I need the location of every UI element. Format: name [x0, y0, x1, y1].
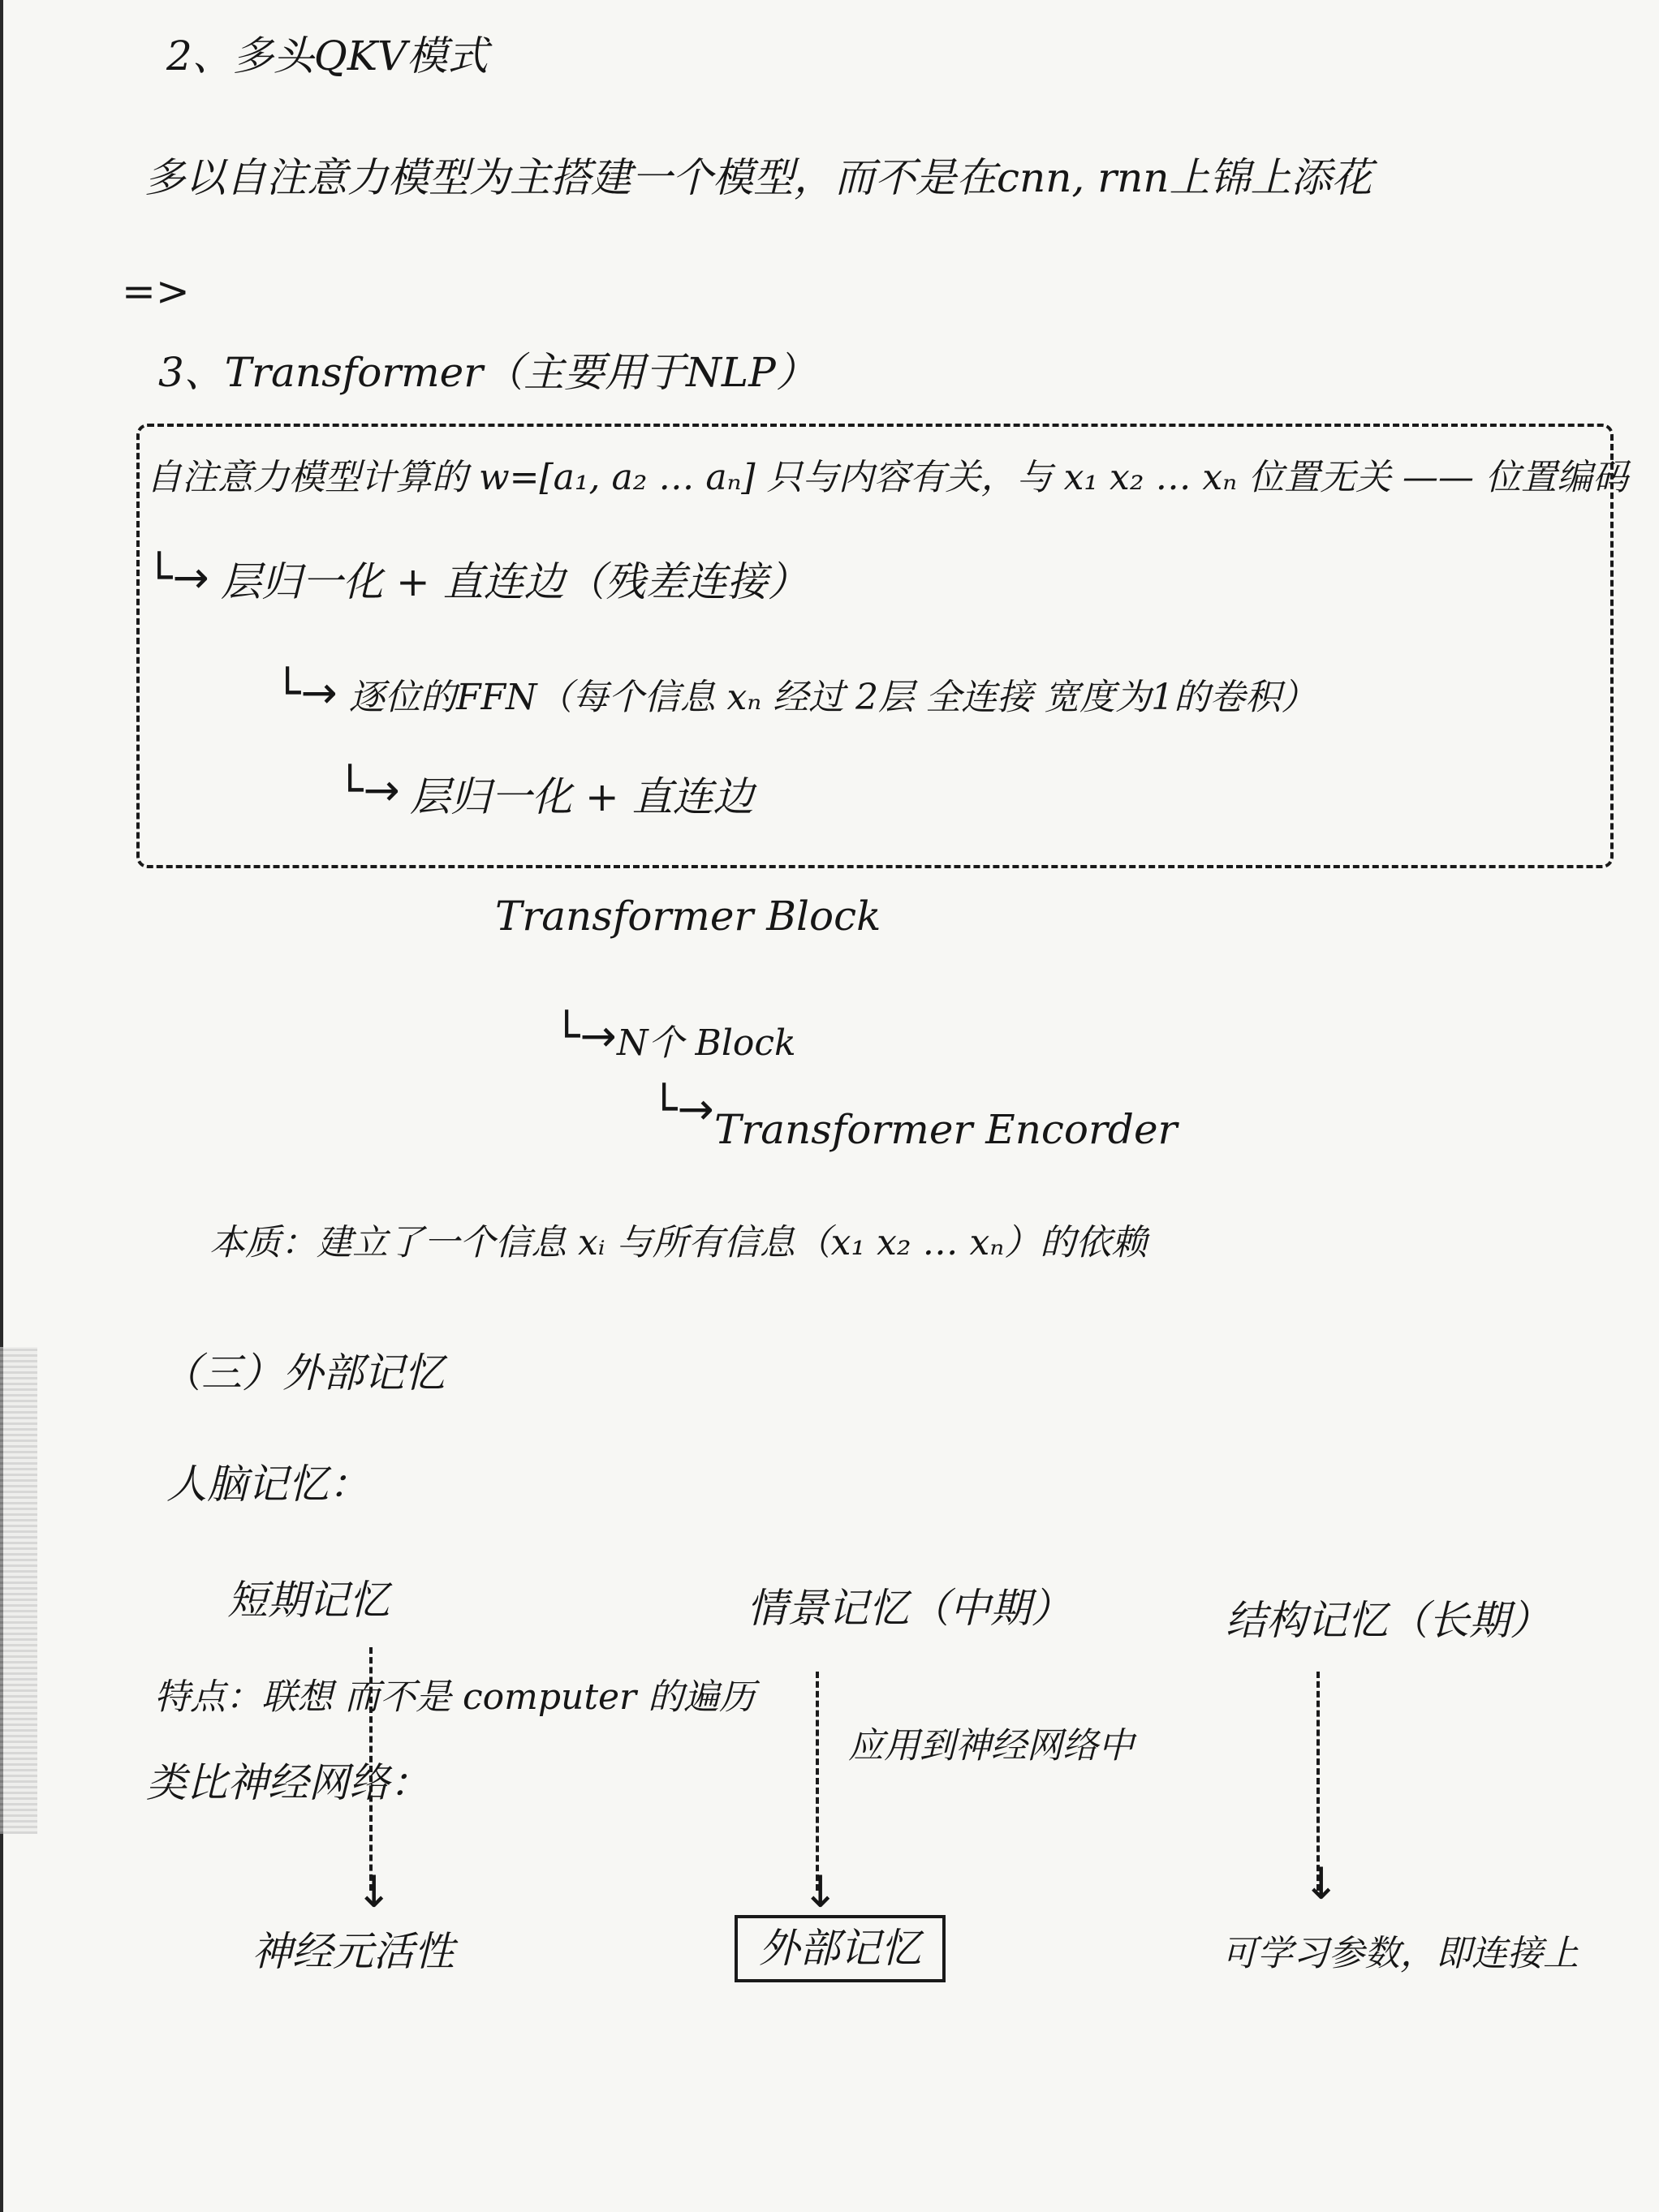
- heading-multihead-qkv: 2、多头QKV模式: [166, 32, 489, 80]
- branch-arrow-icon: └→: [337, 764, 400, 816]
- branch-arrow-icon: └→: [274, 667, 338, 718]
- note-self-attention-model: 多以自注意力模型为主搭建一个模型，而不是在cnn, rnn上锦上添花: [144, 154, 1372, 201]
- transformer-block-label: Transformer Block: [495, 893, 881, 940]
- page-left-edge: [0, 0, 3, 2212]
- human-memory-label: 人脑记忆：: [166, 1461, 369, 1508]
- feature-note: 特点：联想 而不是 computer 的遍历: [154, 1676, 756, 1718]
- n-blocks-label: N个 Block: [617, 1022, 796, 1064]
- down-arrow-icon: ↓: [1303, 1858, 1340, 1909]
- position-independence-note: 自注意力模型计算的 w=[a₁, a₂ … aₙ] 只与内容有关，与 x₁ x₂ … xₙ 位置无关 —— 位置编码: [146, 457, 1629, 498]
- branch-arrow-icon: └→: [146, 552, 209, 603]
- analogy-label: 类比神经网络：: [146, 1759, 430, 1806]
- branch-arrow-icon: └→: [651, 1083, 714, 1134]
- neuron-activity-label: 神经元活性: [252, 1928, 455, 1975]
- heading-external-memory: （三）外部记忆: [161, 1349, 445, 1396]
- essence-note: 本质：建立了一个信息 xᵢ 与所有信息（x₁ x₂ … xₙ）的依赖: [209, 1222, 1148, 1263]
- apply-to-neural-network-note: 应用到神经网络中: [848, 1725, 1134, 1767]
- episodic-memory-label: 情景记忆（中期）: [747, 1585, 1071, 1632]
- learnable-params-label: 可学习参数，即连接上: [1222, 1933, 1579, 1974]
- implies-arrow: =>: [122, 268, 190, 315]
- down-arrow-icon: ↓: [356, 1866, 393, 1917]
- scan-speckle: [0, 1347, 37, 1834]
- transformer-encoder-label: Transformer Encorder: [714, 1106, 1178, 1153]
- dashed-connector: [816, 1672, 819, 1891]
- short-term-memory-label: 短期记忆: [227, 1577, 390, 1624]
- step-positionwise-ffn: 逐位的FFN（每个信息 xₙ 经过 2层 全连接 宽度为1的卷积）: [349, 677, 1317, 718]
- step-layernorm-residual-2: 层归一化 + 直连边: [410, 773, 754, 820]
- external-memory-boxed-label: 外部记忆: [735, 1915, 946, 1982]
- dashed-connector: [369, 1647, 373, 1891]
- step-layernorm-residual: 层归一化 + 直连边（残差连接）: [221, 558, 808, 605]
- structural-memory-label: 结构记忆（长期）: [1226, 1597, 1550, 1644]
- down-arrow-icon: ↓: [802, 1866, 839, 1917]
- branch-arrow-icon: └→: [554, 1010, 617, 1061]
- heading-transformer: 3、Transformer（主要用于NLP）: [158, 349, 817, 396]
